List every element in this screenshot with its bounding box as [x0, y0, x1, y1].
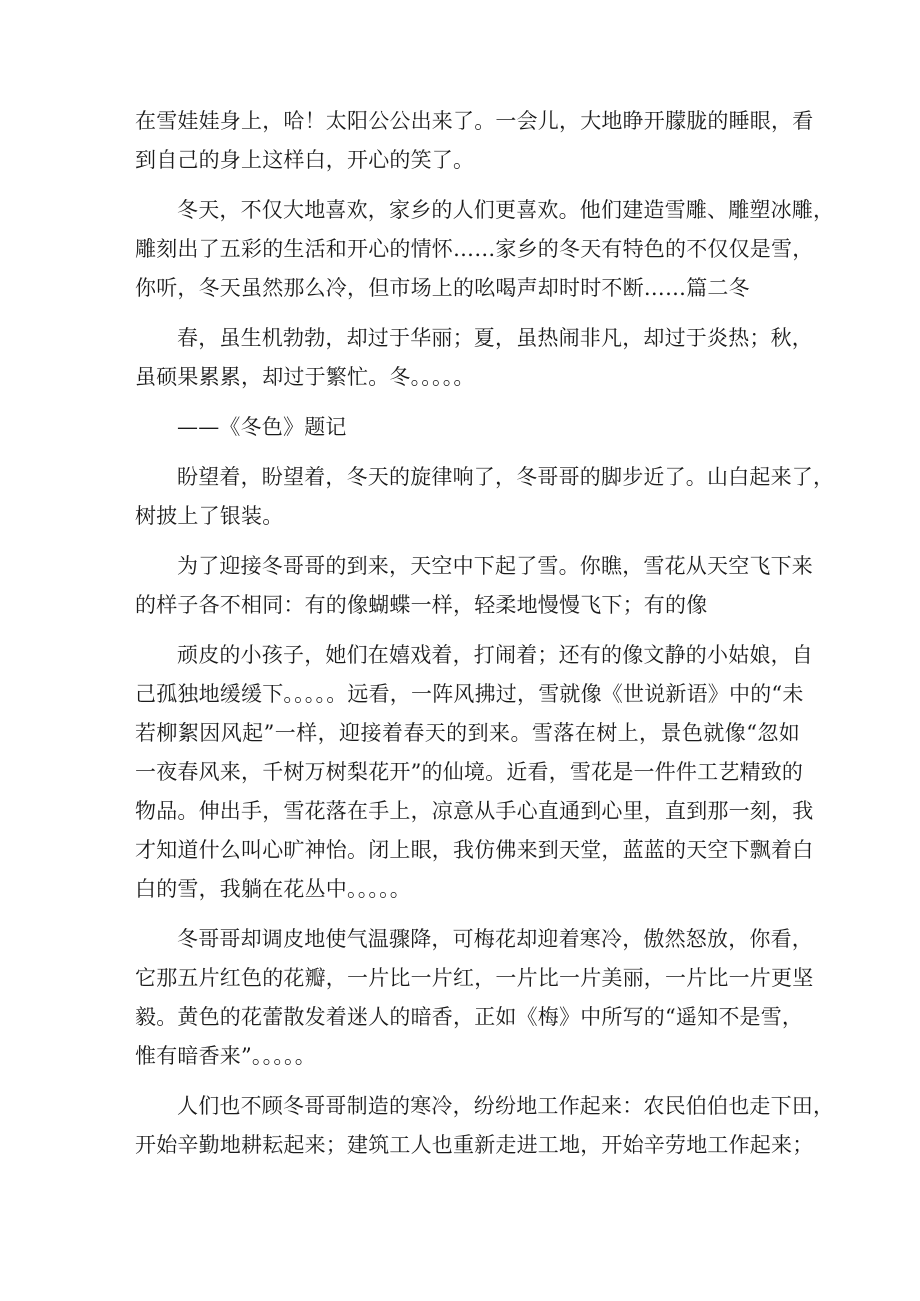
paragraph — [135, 636, 814, 909]
text-line: 白的雪，我躺在花丛中。。。。。 — [135, 877, 411, 901]
text-line: 的样子各不相同：有的像蝴蝶一样，轻柔地慢慢飞下；有的像 — [135, 593, 708, 617]
text-line: 物品。伸出手，雪花落在手上，凉意从手心直通到心里，直到那一刻，我 — [135, 799, 814, 823]
paragraph — [135, 319, 813, 397]
text-line: 到自己的身上这样白，开心的笑了。 — [135, 148, 475, 172]
text-line: 为了迎接冬哥哥的到来，天空中下起了雪。你瞧，雪花从天空飞下来 — [177, 554, 813, 578]
text-line: 若柳絮因风起”一样，迎接着春天的到来。雪落在树上，景色就像“忽如 — [135, 721, 800, 745]
text-line: 人们也不顾冬哥哥制造的寒冷，纷纷地工作起来：农民伯伯也走下田， — [177, 1094, 835, 1118]
text-line: 在雪娃娃身上，哈！太阳公公出来了。一会儿，大地睁开朦胧的睡眼，看 — [135, 109, 814, 133]
text-line: 它那五片红色的花瓣，一片比一片红，一片比一片美丽，一片比一片更坚 — [135, 966, 814, 990]
paragraph — [135, 102, 814, 180]
document-body — [135, 102, 835, 1176]
text-line: 虽硕果累累，却过于繁忙。冬。。。。。 — [135, 365, 475, 389]
paragraph — [135, 547, 813, 625]
text-line: 惟有暗香来”。。。。。 — [135, 1044, 316, 1068]
text-line: 开始辛勤地耕耘起来；建筑工人也重新走进工地，开始辛劳地工作起来； — [135, 1133, 814, 1157]
text-line: 你听，冬天虽然那么冷，但市场上的吆喝声却时时不断……篇二冬 — [135, 276, 750, 300]
paragraph — [135, 408, 800, 447]
text-line: 顽皮的小孩子，她们在嬉戏着，打闹着；还有的像文静的小姑娘，自 — [177, 643, 813, 667]
text-line: 己孤独地缓缓下。。。。。远看，一阵风拂过，雪就像《世说新语》中的“未 — [135, 682, 804, 706]
text-line: 毅。黄色的花蕾散发着迷人的暗香，正如《梅》中所写的“遥知不是雪， — [135, 1005, 804, 1029]
paragraph — [135, 191, 835, 308]
text-line: ——《冬色》题记 — [177, 415, 347, 439]
text-line: 一夜春风来，千树万树梨花开”的仙境。近看，雪花是一件件工艺精致的 — [135, 760, 804, 784]
text-line: 才知道什么叫心旷神怡。闭上眼，我仿佛来到天堂，蓝蓝的天空下飘着白 — [135, 838, 814, 862]
paragraph — [135, 1087, 835, 1165]
text-line: 冬哥哥却调皮地使气温骤降，可梅花却迎着寒冷，傲然怒放，你看， — [177, 927, 813, 951]
text-line: 盼望着，盼望着，冬天的旋律响了，冬哥哥的脚步近了。山白起来了， — [177, 465, 835, 489]
text-line: 树披上了银装。 — [135, 504, 284, 528]
paragraph — [135, 458, 835, 536]
text-line: 春，虽生机勃勃，却过于华丽；夏，虽热闹非凡，却过于炎热；秋， — [177, 326, 813, 350]
text-line: 雕刻出了五彩的生活和开心的情怀……家乡的冬天有特色的不仅仅是雪， — [135, 237, 814, 261]
text-line: 冬天，不仅大地喜欢，家乡的人们更喜欢。他们建造雪雕、雕塑冰雕， — [177, 198, 835, 222]
paragraph — [135, 920, 814, 1076]
